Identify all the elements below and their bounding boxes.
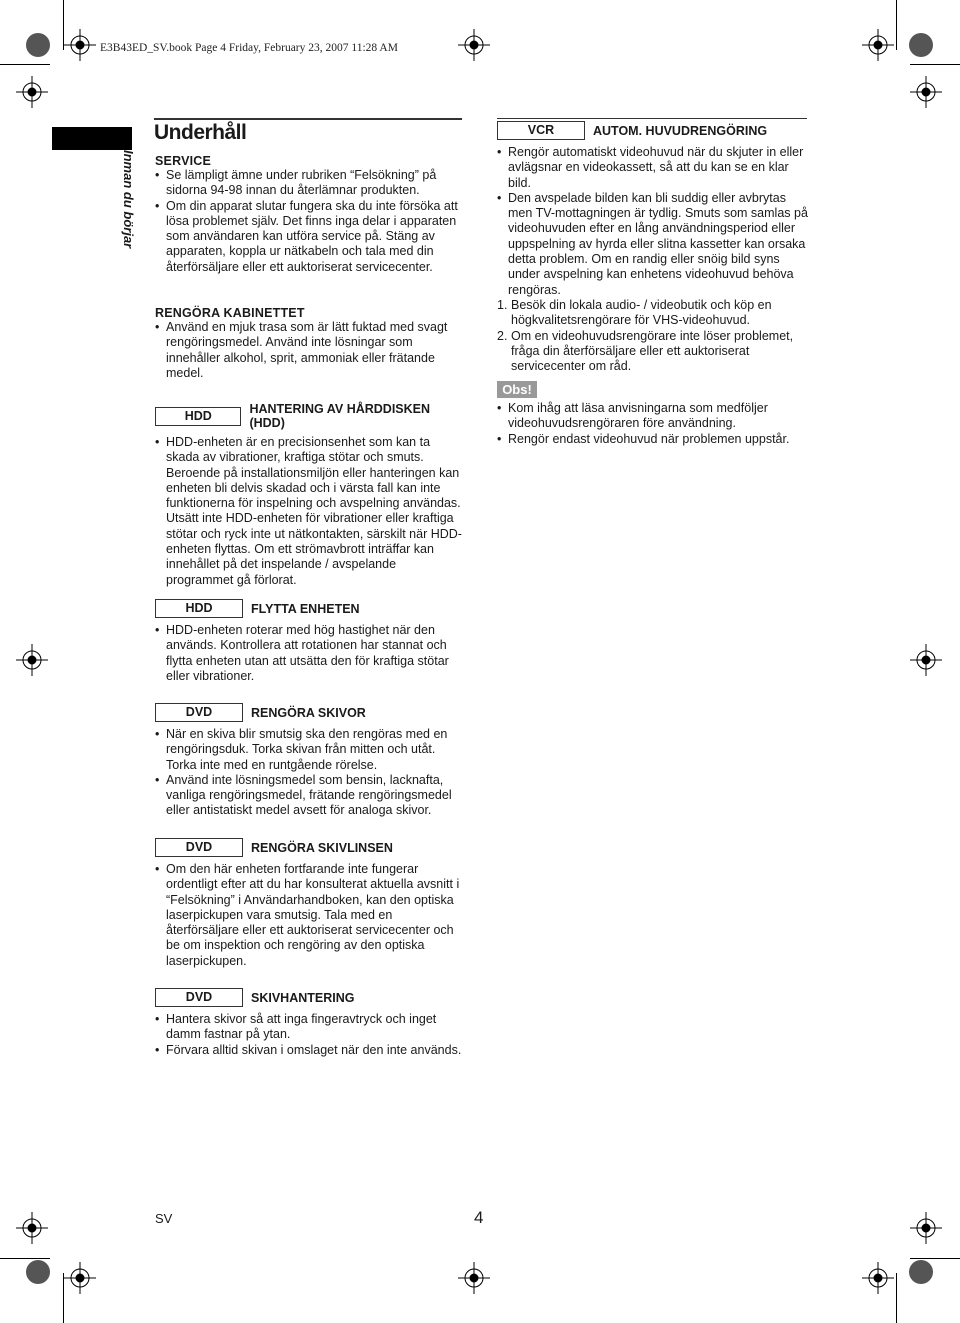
list-item: • Använd en mjuk trasa som är lätt fuktad med svagt rengöringsmedel. Använd inte lösningar som innehåller alkohol, sprit, ammoniak eller frätande medel. xyxy=(155,320,465,381)
title-rule xyxy=(154,118,462,120)
list-item: • HDD-enheten är en precisionsenhet som kan ta skada av vibrationer, kraftiga stötar och smuts. Beroende på installationsmiljön eller hanteringen kan enheten bli delvis skadad och i värsta fall kan inte funktionerna för inspelning och avspelning användas. Utsätt inte HDD-enheten för vibrationer eller kraftiga stötar och ryck inte ut nätkontakten, särskilt när HDD-enheten flyttas. Om ett strömavbrott inträffar kan innehållet på det inspelande / avspelande programmet gå förlorat. xyxy=(155,435,465,588)
section-heading: FLYTTA ENHETEN xyxy=(251,601,360,616)
footer-language: SV xyxy=(155,1211,173,1226)
list-item: • Kom ihåg att läsa anvisningarna som medföljer videohuvudsrengöraren före användning. xyxy=(497,401,809,432)
step-item: 1. Besök din lokala audio- / videobutik och köp en högkvalitetsrengörare för VHS-videohuvud. xyxy=(497,297,772,328)
hdd-handling-section xyxy=(155,402,465,588)
right-column-rule xyxy=(497,118,807,119)
hdd-move-section xyxy=(155,599,465,684)
step-item: 2. Om en videohuvudsrengörare inte löser problemet, fråga din återförsäljare eller ett auktoriserat servicecenter om råd. xyxy=(497,328,794,374)
list-item: • När en skiva blir smutsig ska den rengöras med en rengöringsduk. Torka skivan från mitten och utåt. Torka inte med en runtgående rörelse. xyxy=(155,727,465,773)
vcr-tag: VCR xyxy=(497,121,585,140)
hdd-tag: HDD xyxy=(155,599,243,618)
vcr-cleaning-section xyxy=(497,121,809,374)
section-heading: AUTOM. HUVUDRENGÖRING xyxy=(593,123,768,138)
list-item: • Rengör endast videohuvud när problemen uppstår. xyxy=(497,432,809,447)
page-number: 4 xyxy=(474,1208,484,1227)
service-section xyxy=(155,154,465,275)
list-item: • Om din apparat slutar fungera ska du inte försöka att lösa problemet själv. Det finns inga delar i apparaten som användaren kan utföra service på. Stäng av apparaten, koppla ur nätkabeln och tala med din återförsäljare eller ett auktoriserat servicecenter. xyxy=(155,199,465,275)
section-heading: HANTERING AV HÅRDDISKEN (HDD) xyxy=(249,402,431,430)
section-heading: RENGÖRA SKIVOR xyxy=(251,705,366,720)
dvd-lens-section xyxy=(155,838,465,969)
side-section-label: Inman du börjar xyxy=(121,150,136,249)
section-heading: SERVICE xyxy=(155,154,212,168)
section-heading: RENGÖRA SKIVLINSEN xyxy=(251,840,393,855)
note-badge: Obs! xyxy=(497,381,537,398)
dvd-tag: DVD xyxy=(155,838,243,857)
hdd-tag: HDD xyxy=(155,407,241,426)
dvd-discs-section xyxy=(155,703,465,819)
dvd-tag: DVD xyxy=(155,988,243,1007)
list-item: • Använd inte lösningsmedel som bensin, lacknafta, vanliga rengöringsmedel, frätande rengöringsmedel eller antistatiskt medel avsett för analoga skivor. xyxy=(155,773,465,819)
list-item: • HDD-enheten roterar med hög hastighet när den används. Kontrollera att rotationen har stannat och flytta enheten utan att utsätta den för kraftiga stötar eller vibrationer. xyxy=(155,623,465,684)
section-heading: SKIVHANTERING xyxy=(251,990,355,1005)
list-item: • Se lämpligt ämne under rubriken “Felsökning” på sidorna 94-98 innan du återlämnar produkten. xyxy=(155,168,465,199)
cabinet-section xyxy=(155,306,465,381)
print-header: E3B43ED_SV.book Page 4 Friday, February 23, 2007 11:28 AM xyxy=(100,42,398,54)
list-item: • Den avspelade bilden kan bli suddig eller avbrytas men TV-mottagningen är tydlig. Smuts som samlas på videohuvuden efter en lång användningsperiod eller uppspelning av hyrda eller slitna kassetter kan orsaka detta problem. Om en randig eller snöig bild syns under avspelning kan enhetens videohuvud behöva rengöras. xyxy=(497,191,809,298)
list-item: • Rengör automatiskt videohuvud när du skjuter in eller avlägsnar en videokassett, så att du kan se en klar bild. xyxy=(497,145,809,191)
page-title: Underhåll xyxy=(154,121,247,144)
dvd-tag: DVD xyxy=(155,703,243,722)
list-item: • Hantera skivor så att inga fingeravtryck och inget damm fastnar på ytan. xyxy=(155,1012,465,1043)
note-section xyxy=(497,401,809,447)
list-item: • Om den här enheten fortfarande inte fungerar ordentligt efter att du har konsulterat aktuella avsnitt i “Felsökning” i Användarhandboken, kan den optiska laserpickupen vara smutsig. Tala med en återförsäljare eller ett auktoriserat servicecenter och be om inspektion och rengöring av den optiska laserpickupen. xyxy=(155,862,465,969)
side-tab-marker xyxy=(52,127,132,150)
dvd-handling-section xyxy=(155,988,465,1058)
list-item: • Förvara alltid skivan i omslaget när den inte används. xyxy=(155,1043,465,1058)
section-heading: RENGÖRA KABINETTET xyxy=(155,306,305,320)
